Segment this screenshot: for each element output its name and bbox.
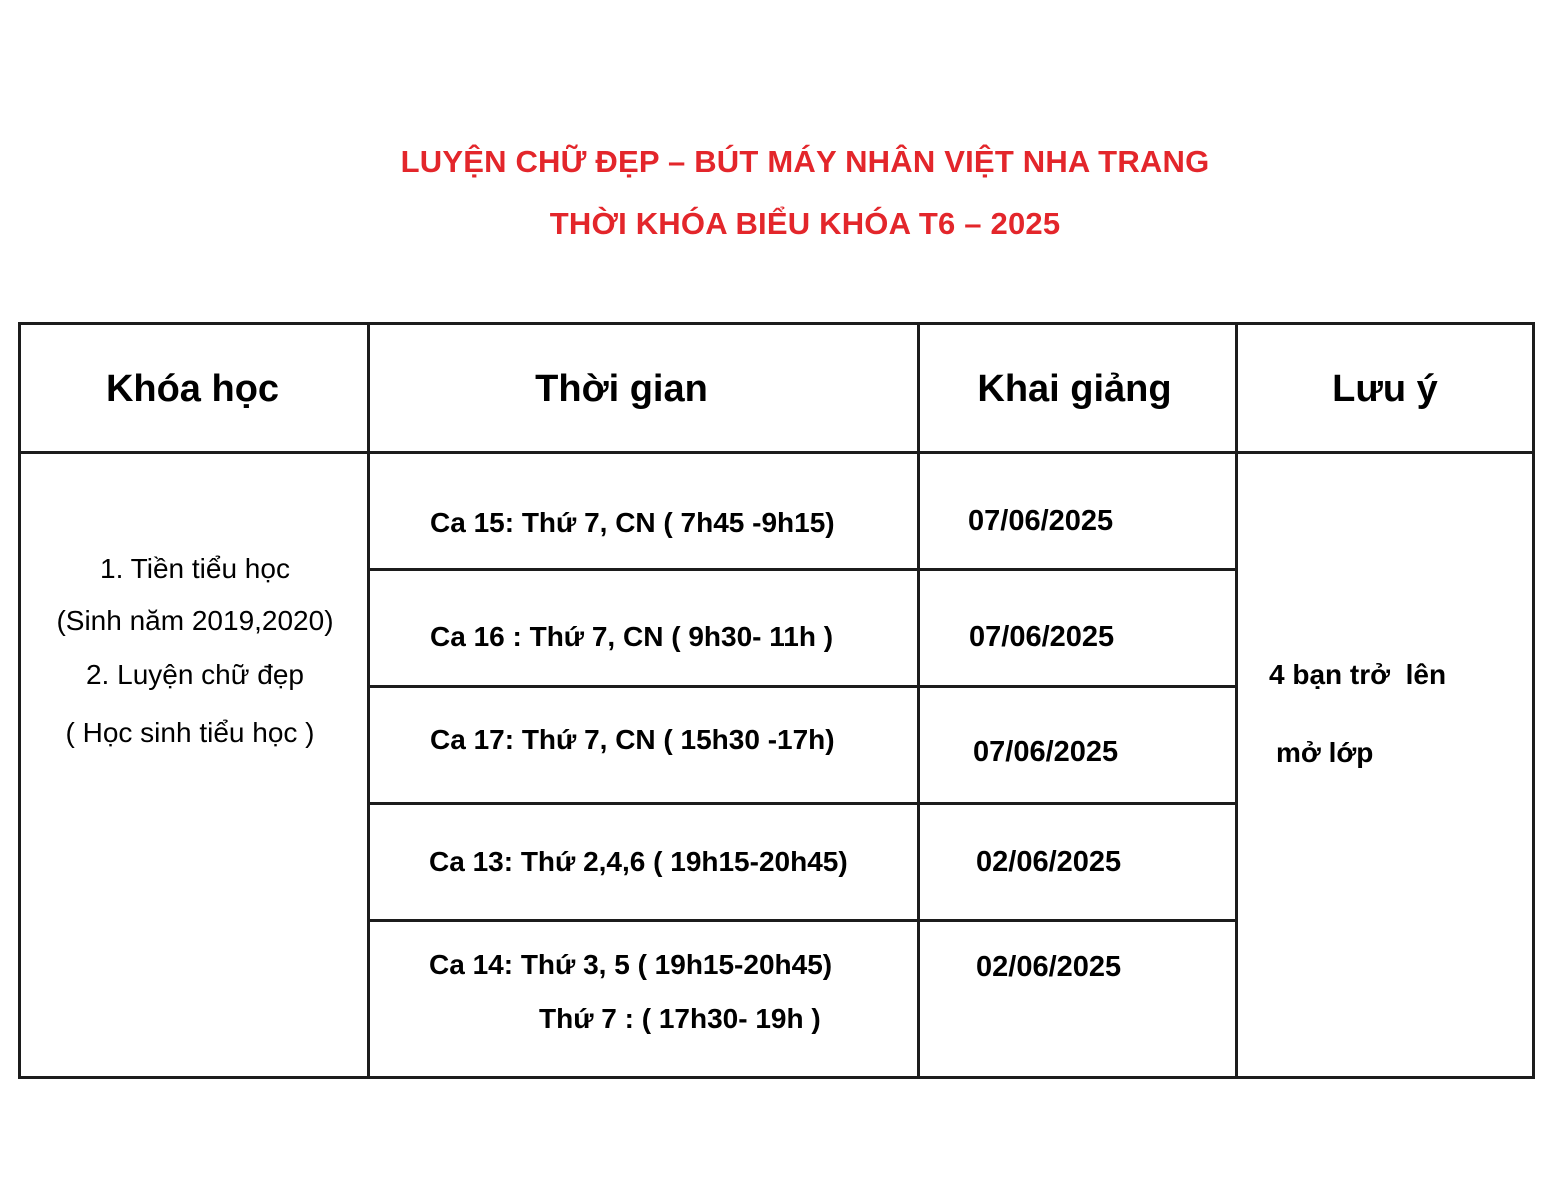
row-divider [367,568,1238,571]
row-divider [367,919,1238,922]
schedule-time-ca-17: Ca 17: Thứ 7, CN ( 15h30 -17h) [430,724,835,755]
schedule-time-ca-13: Ca 13: Thứ 2,4,6 ( 19h15-20h45) [429,846,848,877]
start-date-ca-13: 02/06/2025 [976,846,1122,878]
course-line-1: 1. Tiền tiểu học [100,553,290,584]
course-line-2: (Sinh năm 2019,2020) [56,605,334,636]
schedule-time-ca-14: Ca 14: Thứ 3, 5 ( 19h15-20h45) [429,949,833,980]
row-divider [367,685,1238,688]
schedule-time-ca-14-extra: Thứ 7 : ( 17h30- 19h ) [539,1003,821,1034]
column-header-course: Khóa học [105,367,280,410]
course-line-3: 2. Luyện chữ đẹp [85,659,304,690]
column-header-note: Lưu ý [1332,367,1438,410]
page-title-line-1: LUYỆN CHỮ ĐẸP – BÚT MÁY NHÂN VIỆT NHA TRANG [400,144,1210,179]
note-line-1: 4 bạn trở lên [1269,659,1447,690]
schedule-table [18,322,1535,1079]
start-date-ca-16: 07/06/2025 [969,621,1115,653]
schedule-time-ca-16: Ca 16 : Thứ 7, CN ( 9h30- 11h ) [430,621,834,652]
schedule-time-ca-15: Ca 15: Thứ 7, CN ( 7h45 -9h15) [430,507,835,538]
column-header-start-date: Khai giảng [977,367,1172,410]
start-date-ca-17: 07/06/2025 [973,736,1119,768]
start-date-ca-14: 02/06/2025 [976,951,1122,983]
start-date-ca-15: 07/06/2025 [968,505,1114,537]
row-divider [367,802,1238,805]
page-title-line-2: THỜI KHÓA BIỂU KHÓA T6 – 2025 [549,206,1061,241]
course-line-4: ( Học sinh tiểu học ) [65,717,315,748]
column-header-time: Thời gian [535,367,708,410]
note-line-2: mở lớp [1276,737,1374,768]
